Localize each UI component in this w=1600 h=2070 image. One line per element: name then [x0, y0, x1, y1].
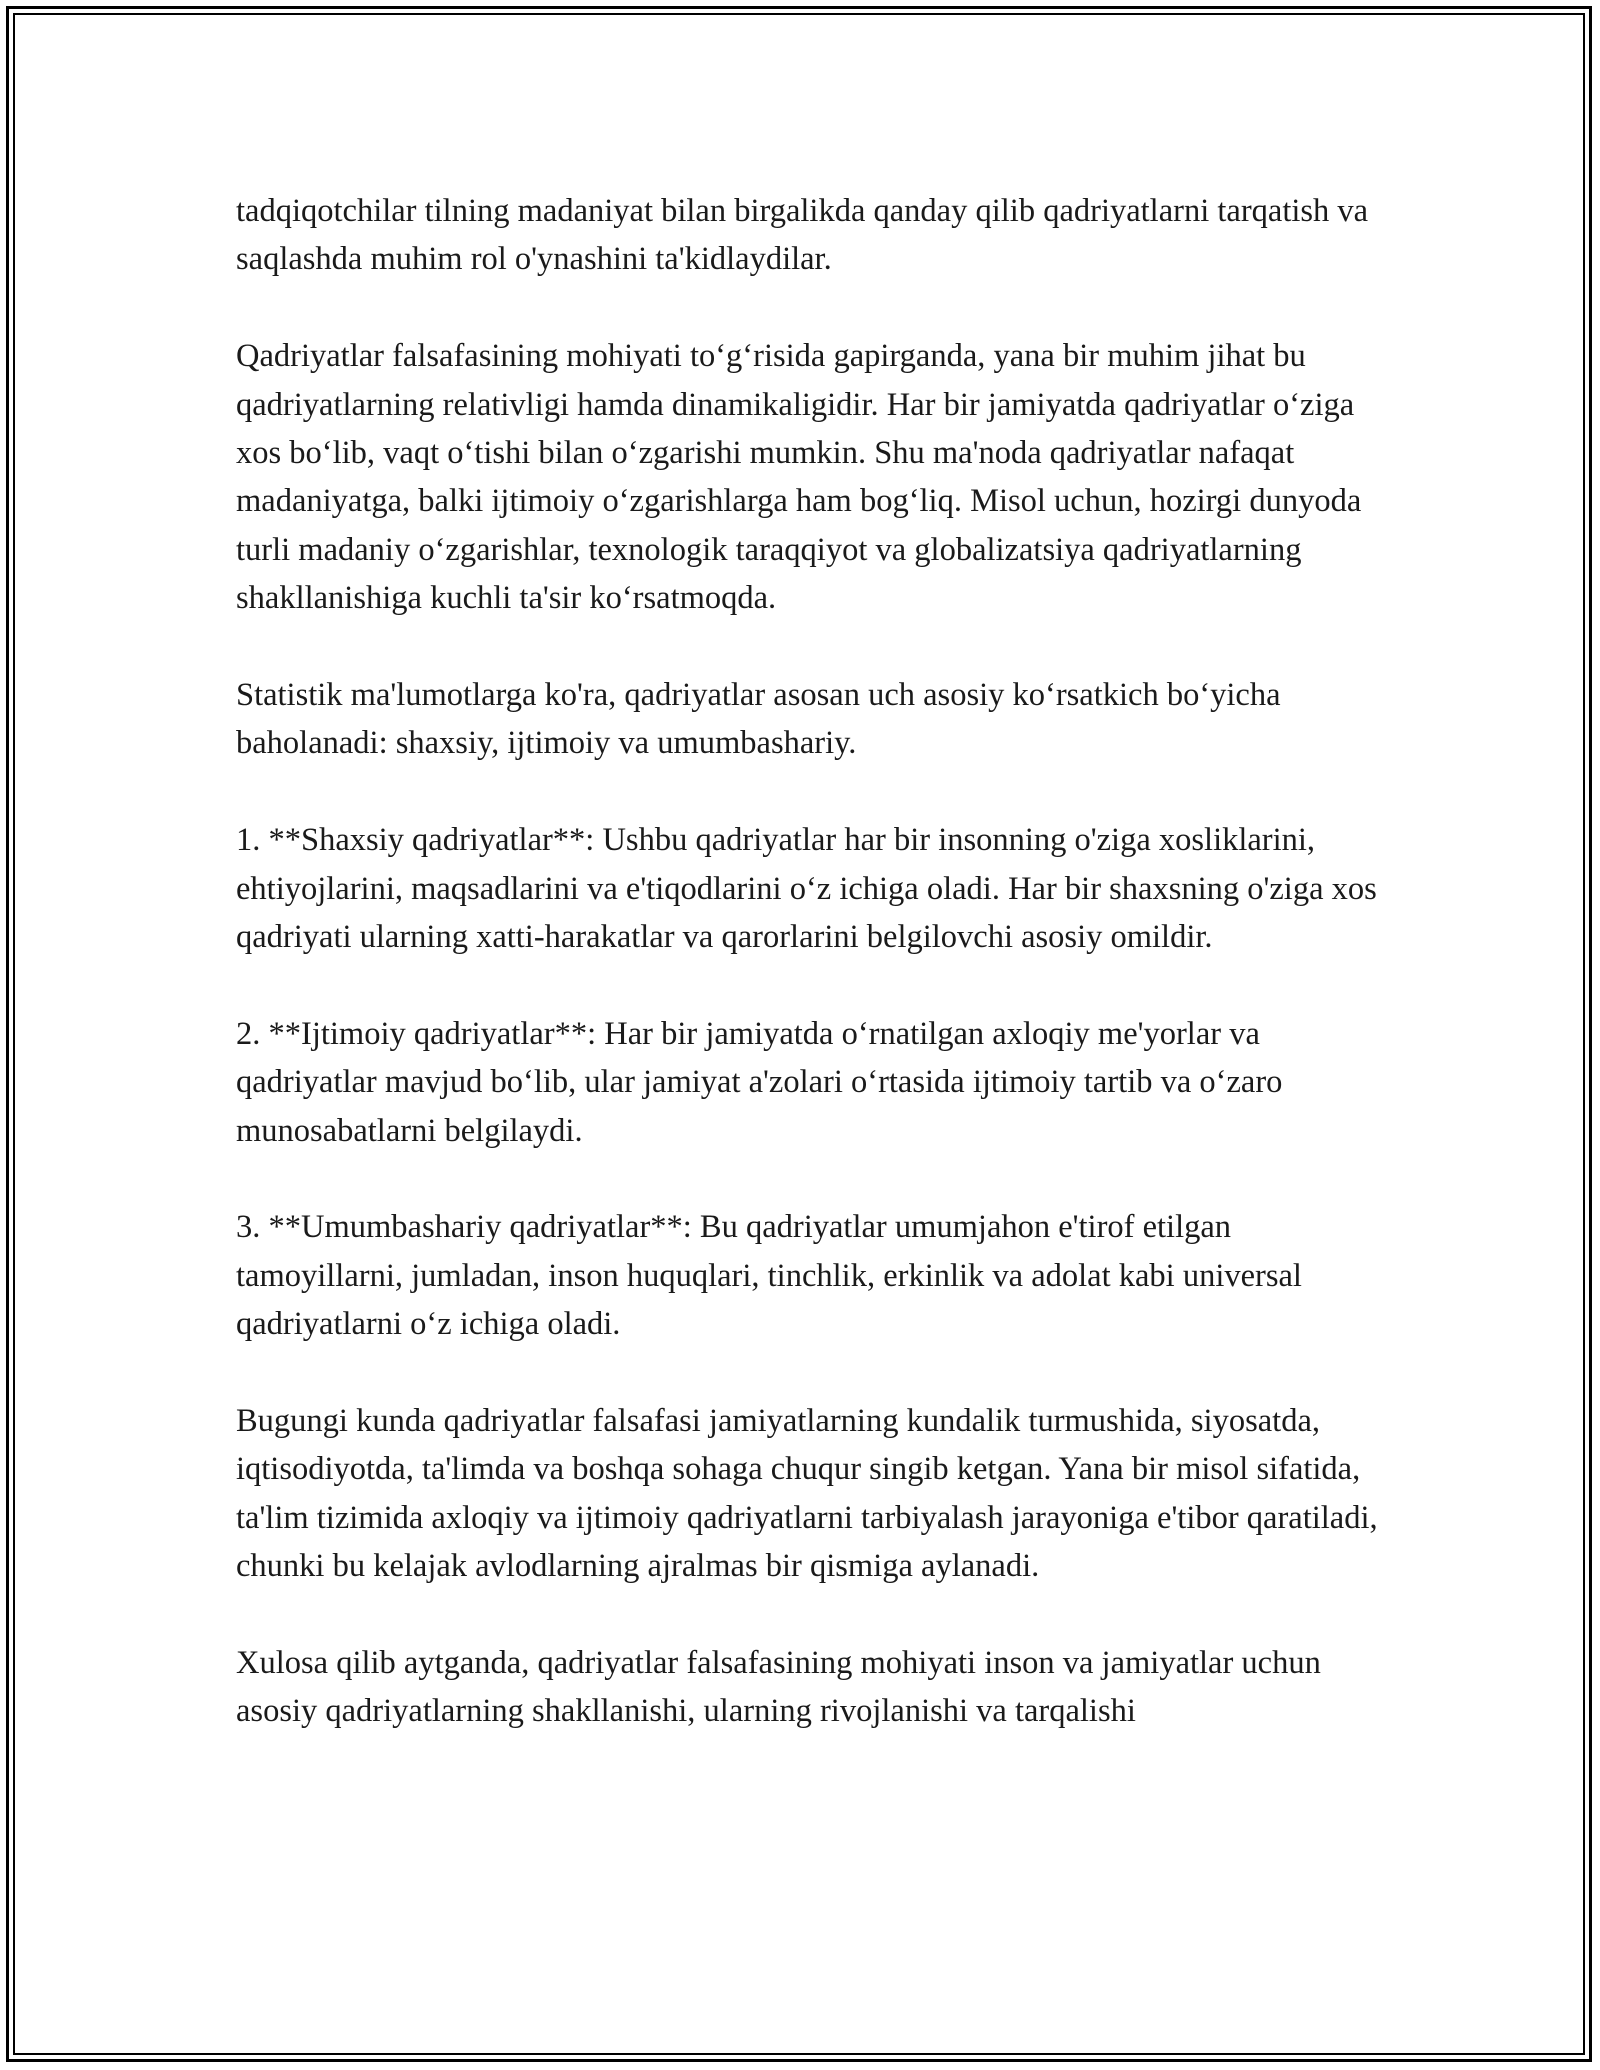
- paragraph-1: tadqiqotchilar tilning madaniyat bilan birgalikda qanday qilib qadriyatlarni tarqatish va saqlashda muhim rol o'ynashini ta'kidlaydilar.: [236, 193, 1369, 278]
- paragraph-3: Statistik ma'lumotlarga ko'ra, qadriyatlar asosan uch asosiy ko‘rsatkich bo‘yicha baholanadi: shaxsiy, ijtimoiy va umumbashariy.: [236, 677, 1281, 762]
- list-item-umumbashariy: 3. **Umumbashariy qadriyatlar**: Bu qadriyatlar umumjahon e'tirof etilgan tamoyillarni, jumladan, inson huquqlari, tinchlik, erkinlik va adolat kabi universal qadriyatlarni o‘z ichiga oladi.: [236, 1209, 1302, 1343]
- list-item-shaxsiy: 1. **Shaxsiy qadriyatlar**: Ushbu qadriyatlar har bir insonning o'ziga xosliklarini, ehtiyojlarini, maqsadlarini va e'tiqodlarini o‘z ichiga oladi. Har bir shaxsning o'ziga xos qadriyati ularning xatti-harakatlar va qarorlarini belgilovchi asosiy omildir.: [236, 822, 1377, 956]
- paragraph-2: Qadriyatlar falsafasining mohiyati to‘g‘risida gapirganda, yana bir muhim jihat bu qadriyatlarning relativligi hamda dinamikaligidir. Har bir jamiyatda qadriyatlar o‘ziga xos bo‘lib, vaqt o‘tishi bilan o‘zgarishi mumkin. Shu ma'noda qadriyatlar nafaqat madaniyatga, balki ijtimoiy o‘zgarishlarga ham bog‘liq. Misol uchun, hozirgi dunyoda turli madaniy o‘zgarishlar, texnologik taraqqiyot va globalizatsiya qadriyatlarning shakllanishiga kuchli ta'sir ko‘rsatmoqda.: [236, 338, 1362, 617]
- document-body: [236, 187, 1396, 1736]
- paragraph-7: Bugungi kunda qadriyatlar falsafasi jamiyatlarning kundalik turmushida, siyosatda, iqtisodiyotda, ta'limda va boshqa sohaga chuqur singib ketgan. Yana bir misol sifatida, ta'lim tizimida axloqiy va ijtimoiy qadriyatlarni tarbiyalash jarayoniga e'tibor qaratiladi, chunki bu kelajak avlodlarning ajralmas bir qismiga aylanadi.: [236, 1403, 1378, 1585]
- list-item-ijtimoiy: 2. **Ijtimoiy qadriyatlar**: Har bir jamiyatda o‘rnatilgan axloqiy me'yorlar va qadriyatlar mavjud bo‘lib, ular jamiyat a'zolari o‘rtasida ijtimoiy tartib va o‘zaro munosabatlarni belgilaydi.: [236, 1015, 1283, 1149]
- paragraph-8: Xulosa qilib aytganda, qadriyatlar falsafasining mohiyati inson va jamiyatlar uchun asosiy qadriyatlarning shakllanishi, ularning rivojlanishi va tarqalishi: [236, 1645, 1321, 1730]
